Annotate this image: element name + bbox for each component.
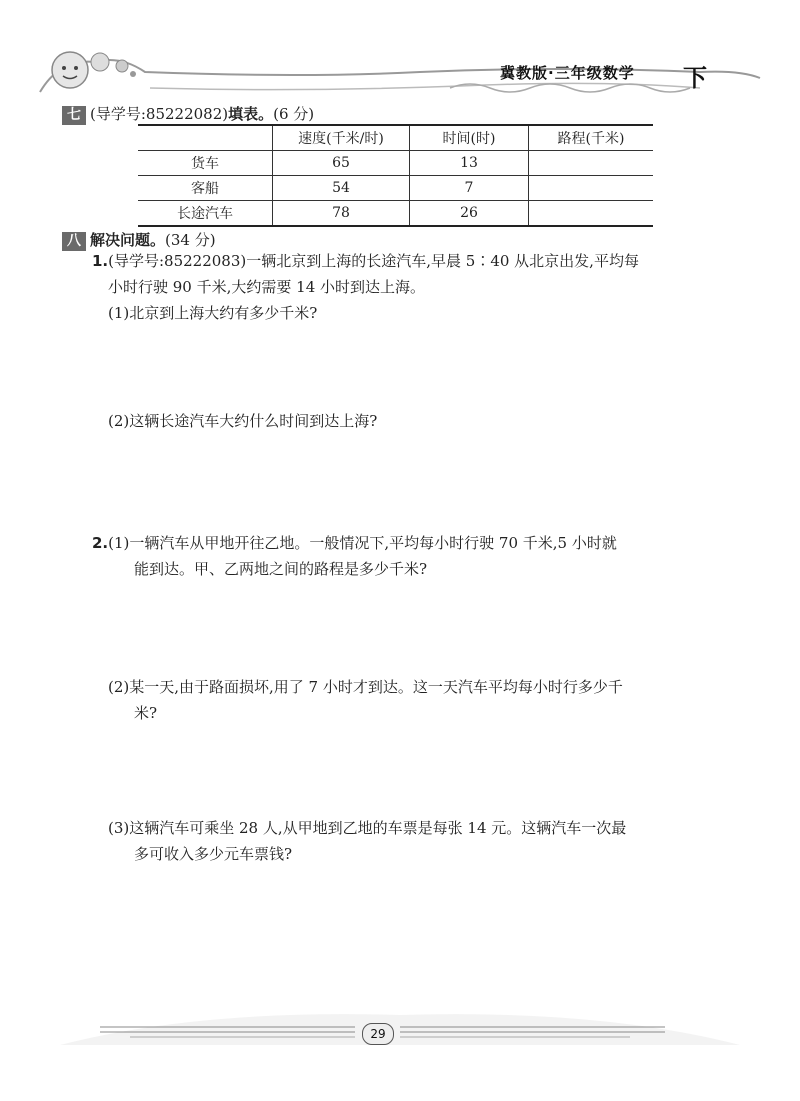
question-2-sub3-line2: 多可收入多少元车票钱? <box>134 845 293 863</box>
question-1-sub1: (1)北京到上海大约有多少千米? <box>108 304 318 322</box>
cartoon-kids-icon <box>52 52 136 88</box>
question-1 <box>92 248 639 326</box>
page-number: 29 <box>362 1023 394 1045</box>
table-cell: 78 <box>273 201 410 227</box>
table-cell: 长途汽车 <box>138 201 273 227</box>
question-1-number: 1. <box>92 252 109 270</box>
section-8-tag: 八 <box>62 232 86 251</box>
table-header-row <box>138 125 653 151</box>
table-answer-cell[interactable] <box>529 176 654 201</box>
question-2-sub2 <box>108 674 623 726</box>
question-2-line1 <box>92 530 617 556</box>
table-row <box>138 201 653 227</box>
page-header <box>0 0 800 100</box>
table-cell: 13 <box>410 151 529 176</box>
footer-rule-decoration <box>0 1005 800 1065</box>
section-7-title: 填表。 <box>228 105 274 123</box>
table-header-cell: 速度(千米/时) <box>273 125 410 151</box>
section-8-title: 解决问题。 <box>90 231 166 249</box>
question-1-sub2: (2)这辆长途汽车大约什么时间到达上海? <box>108 412 378 430</box>
table-cell: 货车 <box>138 151 273 176</box>
section-7-points: (6 分) <box>273 105 315 123</box>
section-7-heading <box>62 105 314 125</box>
question-2-sub3-line1: (3)这辆汽车可乘坐 28 人,从甲地到乙地的车票是每张 14 元。这辆汽车一次最 <box>108 819 627 837</box>
table-cell: 54 <box>273 176 410 201</box>
question-2-sub3 <box>108 815 626 867</box>
table-cell: 客船 <box>138 176 273 201</box>
section-8-points: (34 分) <box>165 231 216 249</box>
fill-in-table <box>138 124 653 227</box>
volume-label: 下 <box>683 64 707 92</box>
header-wave-decoration <box>0 0 800 100</box>
question-2-sub2-line2: 米? <box>134 704 158 722</box>
table-cell: 65 <box>273 151 410 176</box>
question-2-sub2-line1: (2)某一天,由于路面损坏,用了 7 小时才到达。这一天汽车平均每小时行多少千 <box>108 678 623 696</box>
question-1-line1 <box>92 248 639 274</box>
table-answer-cell[interactable] <box>529 151 654 176</box>
table-answer-cell[interactable] <box>529 201 654 227</box>
table-header-cell <box>138 125 273 151</box>
section-7-tag: 七 <box>62 106 86 125</box>
page-footer <box>0 1005 800 1065</box>
table-header-cell: 时间(时) <box>410 125 529 151</box>
table-cell: 26 <box>410 201 529 227</box>
question-2-line2: 能到达。甲、乙两地之间的路程是多少千米? <box>134 560 428 578</box>
question-2-text: (1)一辆汽车从甲地开往乙地。一般情况下,平均每小时行驶 70 千米,5 小时就 <box>108 534 617 552</box>
question-2-number: 2. <box>92 534 109 552</box>
table-header-cell: 路程(千米) <box>529 125 654 151</box>
question-1-text: (导学号:85222083)一辆北京到上海的长途汽车,早晨 5∶40 从北京出发,平均每 <box>108 252 639 270</box>
table-cell: 7 <box>410 176 529 201</box>
table-row <box>138 151 653 176</box>
question-1-line2: 小时行驶 90 千米,大约需要 14 小时到达上海。 <box>108 278 426 296</box>
book-edition-badge: 冀教版·三年级数学 <box>500 64 635 82</box>
table-row <box>138 176 653 201</box>
section-7-prefix: (导学号:85222082) <box>90 105 229 123</box>
question-2 <box>92 530 617 582</box>
